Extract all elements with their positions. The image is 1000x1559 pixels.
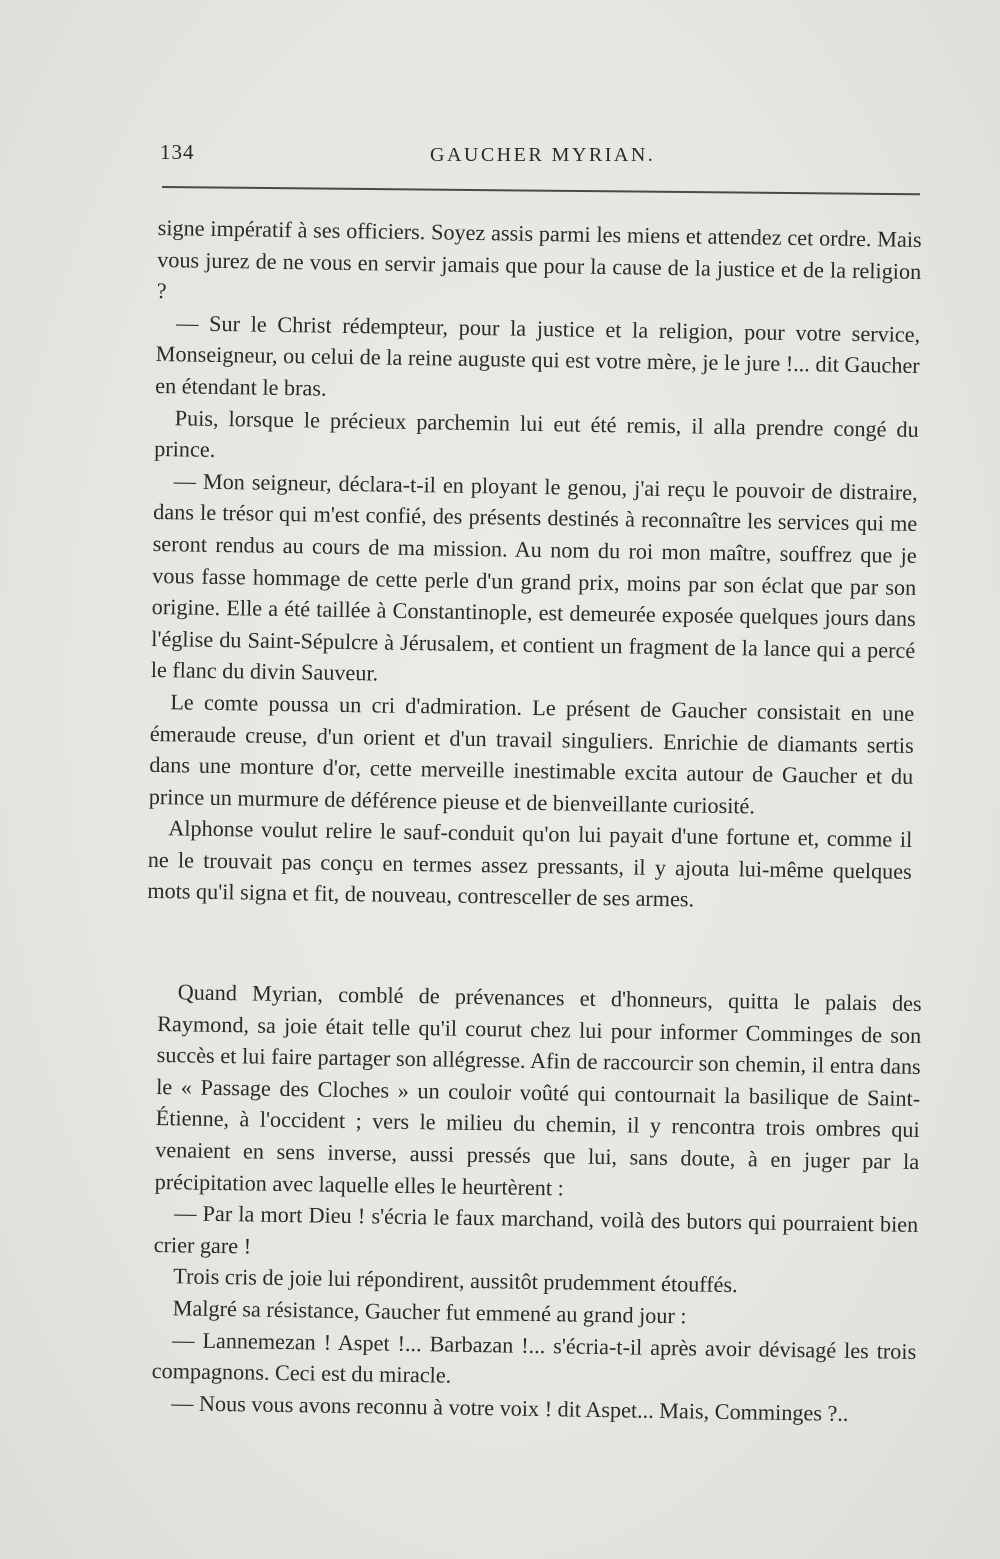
paragraph: Alphonse voulut relire le sauf-conduit qu'on lui payait d'une fortune et, comme il ne le trouvait pas conçu en termes assez pressants, il y ajouta lui-même quelques mots qu'il signa et fit, de nouveau, contresceller de ses armes. xyxy=(147,815,913,912)
text-section-2 xyxy=(151,976,922,1430)
paragraph: Puis, lorsque le précieux parchemin lui eut été remis, il alla prendre congé du prince. xyxy=(154,404,919,463)
running-title: GAUCHER MYRIAN. xyxy=(430,144,656,166)
paragraph: — Nous vous avons reconnu à votre voix ! dit Aspet... Mais, Comminges ?.. xyxy=(171,1389,849,1426)
paragraph: — Sur le Christ rédempteur, pour la justice et la religion, pour votre service, Monseigneur, ou celui de la reine auguste qui est votre mère, je le jure !... dit Gaucher en étendant le bras. xyxy=(155,310,921,401)
text-section-1 xyxy=(147,212,922,919)
paragraph: — Par la mort Dieu ! s'écria le faux marchand, voilà des butors qui pourraient bien crier gare ! xyxy=(153,1200,919,1259)
paragraph: Malgré sa résistance, Gaucher fut emmené au grand jour : xyxy=(172,1295,687,1329)
page-number: 134 xyxy=(160,140,195,164)
paragraph: — Lannemezan ! Aspet !... Barbazan !... s'écria-t-il après avoir dévisagé les trois compagnons. Ceci est du miracle. xyxy=(151,1326,917,1388)
paragraph: Quand Myrian, comblé de prévenances et d'honneurs, quitta le palais des Raymond, sa joie était telle qu'il courut chez lui pour informer Comminges de son succès et lui faire partager son allégresse. Afin de raccourcir son chemin, il entra dans le « Passage des Cloches » un couloir voûté qui contournait la basilique de Saint-Étienne, à l'occident ; vers le milieu du chemin, il y rencontra trois ombres qui venaient en sens inverse, aussi pressés que lui, sans doute, à en juger par la précipitation avec laquelle elles le heurtèrent : xyxy=(154,979,922,1200)
paragraph: Le comte poussa un cri d'admiration. Le présent de Gaucher consistait en une émeraude creuse, d'un orient et d'un travail singuliers. Enrichie de diamants sertis dans une monture d'or, cette merveille inestimable excita autour de Gaucher et du prince un murmure de déférence pieuse et de bienveillante curiosité. xyxy=(148,689,915,819)
paragraph: — Mon seigneur, déclara-t-il en ployant le genou, j'ai reçu le pouvoir de distraire, dans le trésor qui m'est confié, des présents destinés à reconnaître les services qui me seront rendus au cours de ma mission. Au nom du roi mon maître, souffrez que je vous fasse hommage de cette perle d'un grand prix, moins par son éclat que par son origine. Elle a été taillée à Constantinople, est demeurée exposée quelques jours dans l'église du Saint-Sépulcre à Jérusalem, et contient un fragment de la lance qui a percé le flanc du divin Sauveur. xyxy=(150,468,918,686)
paragraph: Trois cris de joie lui répondirent, aussitôt prudemment étouffés. xyxy=(173,1263,738,1298)
paragraph: signe impératif à ses officiers. Soyez assis parmi les miens et attendez cet ordre. Mais vous jurez de ne vous en servir jamais que pour la cause de la justice et de la religion ? xyxy=(156,214,922,304)
running-head xyxy=(160,140,920,170)
header-rule xyxy=(162,186,920,195)
